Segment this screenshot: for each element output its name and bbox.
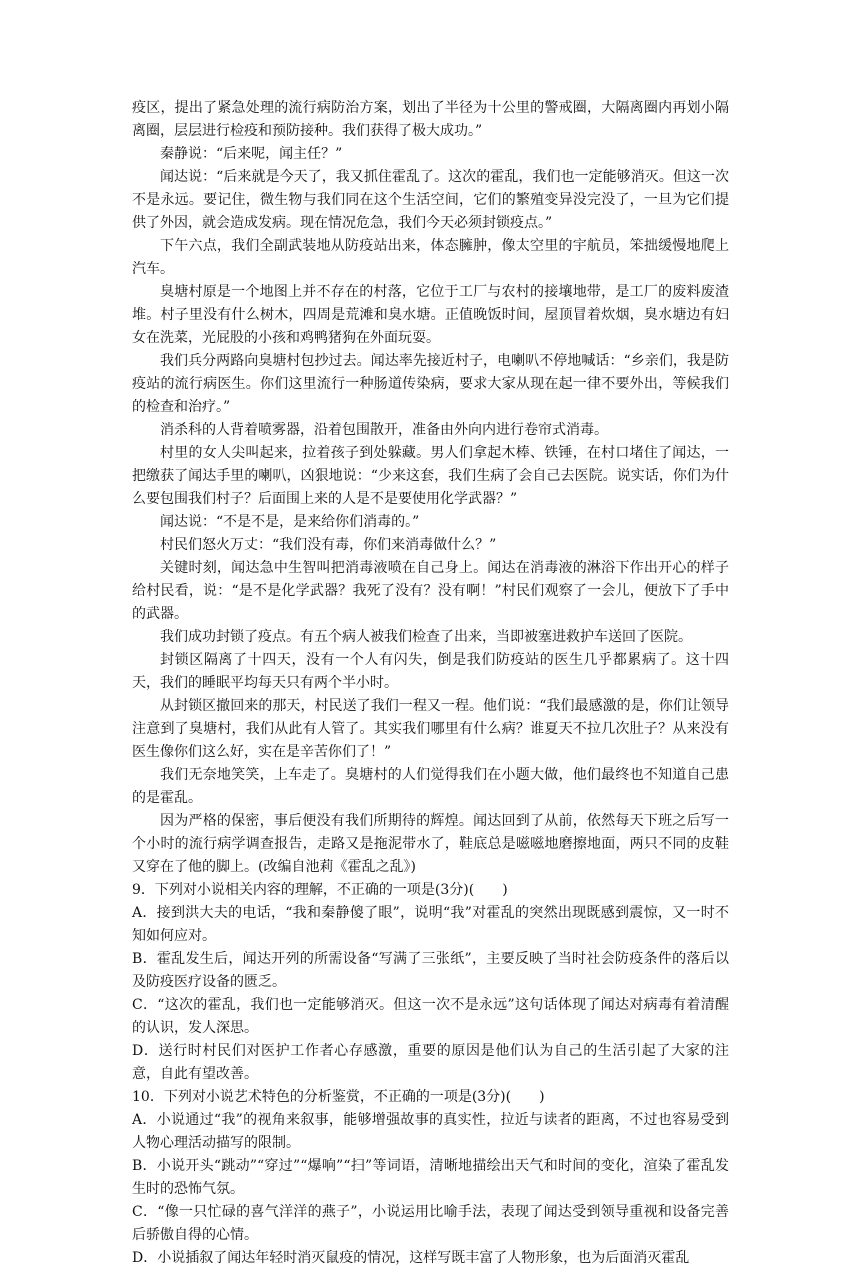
story-paragraph: 我们无奈地笑笑，上车走了。臭塘村的人们觉得我们在小题大做，他们最终也不知道自己患的是霍乱。 xyxy=(132,767,729,806)
question-9-stem: 9．下列对小说相关内容的理解，不正确的一项是(3分)( ) xyxy=(132,882,508,898)
story-paragraph: 闻达说：“后来就是今天了，我又抓住霍乱了。这次的霍乱，我们也一定能够消灭。但这一次不是永远。要记住，微生物与我们同在这个生活空间，它们的繁殖变异没完没了，一旦为它们提供了外因，就会造成发病。现在情况危急，我们今天必须封锁疫点。” xyxy=(132,169,729,231)
story-paragraph: 我们成功封锁了疫点。有五个病人被我们检查了出来，当即被塞进救护车送回了医院。 xyxy=(160,629,692,645)
story-paragraph: 下午六点，我们全副武装地从防疫站出来，体态臃肿，像太空里的宇航员，笨拙缓慢地爬上汽车。 xyxy=(132,238,729,277)
story-paragraph: 消杀科的人背着喷雾器，沿着包围散开，准备由外向内进行卷帘式消毒。 xyxy=(160,422,608,438)
story-paragraph: 关键时刻，闻达急中生智叫把消毒液喷在自己身上。闻达在消毒液的淋浴下作出开心的样子给村民看，说：“是不是化学武器？我死了没有？没有啊！”村民们观察了一会儿，便放下了手中的武器。 xyxy=(132,560,729,622)
question-10-option-c: C．“像一只忙碌的喜气洋洋的燕子”，小说运用比喻手法，表现了闻达受到领导重视和设备完善后骄傲自得的心情。 xyxy=(132,1204,729,1243)
story-paragraph: 封锁区隔离了十四天，没有一个人有闪失，倒是我们防疫站的医生几乎都累病了。这十四天，我们的睡眠平均每天只有两个半小时。 xyxy=(132,652,729,691)
question-10-stem: 10．下列对小说艺术特色的分析鉴赏，不正确的一项是(3分)( ) xyxy=(132,1089,545,1105)
story-paragraph: 我们兵分两路向臭塘村包抄过去。闻达率先接近村子，电喇叭不停地喊话：“乡亲们，我是防疫站的流行病医生。你们这里流行一种肠道传染病，要求大家从现在起一律不要外出，等候我们的检查和治疗。” xyxy=(132,353,729,415)
question-9-option-d: D．送行时村民们对医护工作者心存感激，重要的原因是他们认为自己的生活引起了大家的注意，自此有望改善。 xyxy=(132,1043,729,1082)
question-9-option-b: B．霍乱发生后，闻达开列的所需设备“写满了三张纸”，主要反映了当时社会防疫条件的落后以及防疫医疗设备的匮乏。 xyxy=(132,951,729,990)
question-10-option-b: B．小说开头“跳动”“穿过”“爆响”“扫”等词语，清晰地描绘出天气和时间的变化，渲染了霍乱发生时的恐怖气氛。 xyxy=(132,1158,729,1197)
story-paragraph: 村民们怒火万丈：“我们没有毒，你们来消毒做什么？” xyxy=(160,537,497,553)
story-paragraph: 秦静说：“后来呢，闻主任？” xyxy=(160,146,343,162)
story-paragraph: 疫区，提出了紧急处理的流行病防治方案，划出了半径为十公里的警戒圈，大隔离圈内再划小隔离圈，层层进行检疫和预防接种。我们获得了极大成功。” xyxy=(132,100,729,139)
story-paragraph: 从封锁区撤回来的那天，村民送了我们一程又一程。他们说：“我们最感激的是，你们让领导注意到了臭塘村，我们从此有人管了。其实我们哪里有什么病？谁夏天不拉几次肚子？从来没有医生像你们这么好，实在是辛苦你们了！” xyxy=(132,698,729,760)
story-paragraph: 村里的女人尖叫起来，拉着孩子到处躲藏。男人们拿起木棒、铁锤，在村口堵住了闻达，一把缴获了闻达手里的喇叭，凶狠地说：“少来这套，我们生病了会自己去医院。说实话，你们为什么要包围我们村子？后面围上来的人是不是要使用化学武器？” xyxy=(132,445,729,507)
question-9-option-a: A．接到洪大夫的电话，“我和秦静傻了眼”，说明“我”对霍乱的突然出现既感到震惊，又一时不知如何应对。 xyxy=(132,905,729,944)
story-paragraph: 臭塘村原是一个地图上并不存在的村落，它位于工厂与农村的接壤地带，是工厂的废料废渣堆。村子里没有什么树木，四周是荒滩和臭水塘。正值晚饭时间，屋顶冒着炊烟，臭水塘边有妇女在洗菜，光屁股的小孩和鸡鸭猪狗在外面玩耍。 xyxy=(132,284,729,346)
story-paragraph: 因为严格的保密，事后便没有我们所期待的辉煌。闻达回到了从前，依然每天下班之后写一个小时的流行病学调查报告，走路又是拖泥带水了，鞋底总是嗞嗞地磨擦地面，两只不同的皮鞋又穿在了他的脚上。(改编自池莉《霍乱之乱》) xyxy=(132,813,729,875)
question-10-option-a: A．小说通过“我”的视角来叙事，能够增强故事的真实性，拉近与读者的距离，不过也容易受到人物心理活动描写的限制。 xyxy=(132,1112,729,1151)
story-paragraph: 闻达说：“不是不是，是来给你们消毒的。” xyxy=(160,514,420,530)
question-10-option-d: D．小说插叙了闻达年轻时消灭鼠疫的情况，这样写既丰富了人物形象，也为后面消灭霍乱 xyxy=(132,1250,690,1266)
question-9-option-c: C．“这次的霍乱，我们也一定能够消灭。但这一次不是永远”这句话体现了闻达对病毒有着清醒的认识，发人深思。 xyxy=(132,997,729,1036)
